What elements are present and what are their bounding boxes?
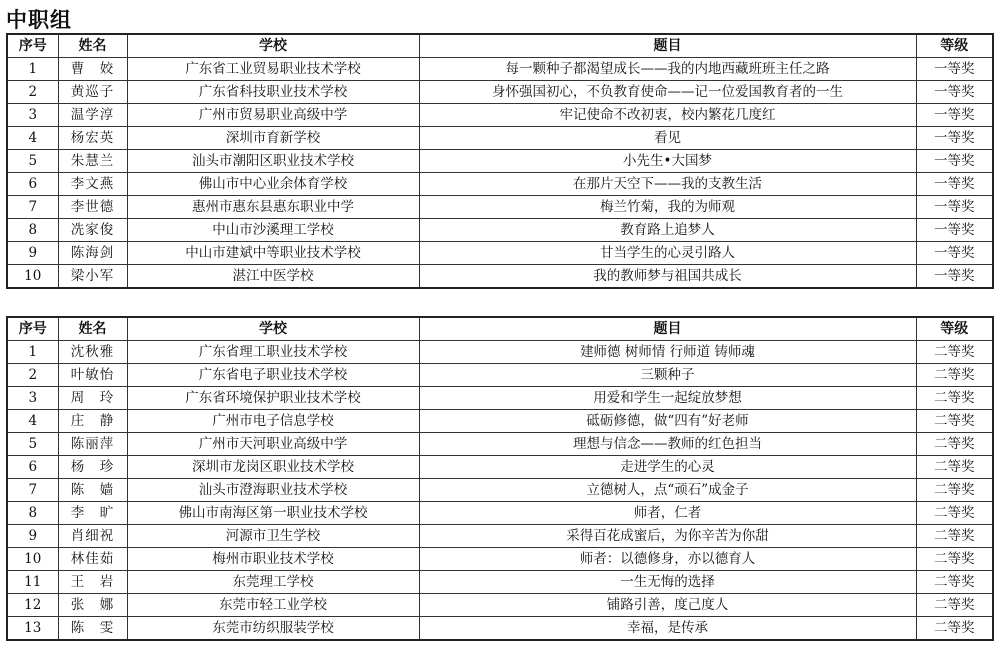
cell-name: 李 旷: [58, 502, 127, 525]
header-school: 学校: [127, 317, 419, 341]
cell-topic: 看见: [419, 127, 916, 150]
table-row: [7, 410, 993, 433]
cell-school: 佛山市中心业余体育学校: [127, 173, 419, 196]
cell-school: 中山市沙溪理工学校: [127, 219, 419, 242]
cell-school: 广州市贸易职业高级中学: [127, 104, 419, 127]
cell-topic: 铺路引善，度己度人: [419, 594, 916, 617]
cell-no: 10: [7, 265, 58, 289]
cell-school: 汕头市潮阳区职业技术学校: [127, 150, 419, 173]
cell-topic: 一生无悔的选择: [419, 571, 916, 594]
table-row: [7, 127, 993, 150]
cell-school: 广州市天河职业高级中学: [127, 433, 419, 456]
cell-level: 一等奖: [916, 150, 993, 173]
cell-level: 二等奖: [916, 525, 993, 548]
cell-name: 梁小军: [58, 265, 127, 289]
cell-topic: 教育路上追梦人: [419, 219, 916, 242]
cell-level: 一等奖: [916, 196, 993, 219]
header-topic: 题目: [419, 317, 916, 341]
cell-no: 13: [7, 617, 58, 641]
table-row: [7, 594, 993, 617]
cell-no: 10: [7, 548, 58, 571]
cell-topic: 幸福，是传承: [419, 617, 916, 641]
cell-level: 二等奖: [916, 387, 993, 410]
cell-name: 张 娜: [58, 594, 127, 617]
table-row: [7, 265, 993, 289]
cell-level: 一等奖: [916, 104, 993, 127]
cell-no: 5: [7, 150, 58, 173]
cell-level: 二等奖: [916, 594, 993, 617]
table-row: [7, 456, 993, 479]
cell-school: 深圳市育新学校: [127, 127, 419, 150]
table-row: [7, 571, 993, 594]
header-no: 序号: [7, 317, 58, 341]
cell-no: 1: [7, 58, 58, 81]
cell-no: 9: [7, 242, 58, 265]
table-row: [7, 364, 993, 387]
cell-name: 杨 珍: [58, 456, 127, 479]
header-name: 姓名: [58, 34, 127, 58]
cell-level: 二等奖: [916, 364, 993, 387]
cell-name: 沈秋雅: [58, 341, 127, 364]
cell-name: 叶敏怡: [58, 364, 127, 387]
cell-school: 广东省工业贸易职业技术学校: [127, 58, 419, 81]
cell-no: 2: [7, 364, 58, 387]
header-level: 等级: [916, 317, 993, 341]
cell-school: 中山市建斌中等职业技术学校: [127, 242, 419, 265]
header-name: 姓名: [58, 317, 127, 341]
cell-school: 梅州市职业技术学校: [127, 548, 419, 571]
cell-no: 8: [7, 502, 58, 525]
cell-school: 汕头市澄海职业技术学校: [127, 479, 419, 502]
table-row: [7, 150, 993, 173]
cell-level: 一等奖: [916, 127, 993, 150]
cell-topic: 理想与信念——教师的红色担当: [419, 433, 916, 456]
cell-level: 二等奖: [916, 617, 993, 641]
cell-topic: 三颗种子: [419, 364, 916, 387]
cell-no: 9: [7, 525, 58, 548]
table-row: [7, 617, 993, 641]
cell-no: 4: [7, 410, 58, 433]
table-row: [7, 433, 993, 456]
cell-name: 陈海剑: [58, 242, 127, 265]
cell-topic: 小先生•大国梦: [419, 150, 916, 173]
cell-name: 庄 静: [58, 410, 127, 433]
cell-name: 陈 嫱: [58, 479, 127, 502]
header-level: 等级: [916, 34, 993, 58]
cell-level: 二等奖: [916, 548, 993, 571]
table-row: [7, 548, 993, 571]
cell-name: 温学淳: [58, 104, 127, 127]
cell-no: 6: [7, 456, 58, 479]
cell-level: 二等奖: [916, 571, 993, 594]
cell-school: 广东省电子职业技术学校: [127, 364, 419, 387]
cell-topic: 梅兰竹菊，我的为师观: [419, 196, 916, 219]
table-row: [7, 502, 993, 525]
cell-school: 东莞市纺织服装学校: [127, 617, 419, 641]
cell-level: 一等奖: [916, 219, 993, 242]
cell-name: 李世德: [58, 196, 127, 219]
cell-no: 12: [7, 594, 58, 617]
cell-no: 1: [7, 341, 58, 364]
cell-school: 湛江中医学校: [127, 265, 419, 289]
table-row: [7, 196, 993, 219]
cell-topic: 甘当学生的心灵引路人: [419, 242, 916, 265]
table-row: [7, 104, 993, 127]
cell-school: 广东省科技职业技术学校: [127, 81, 419, 104]
cell-topic: 采得百花成蜜后，为你辛苦为你甜: [419, 525, 916, 548]
cell-school: 东莞市轻工业学校: [127, 594, 419, 617]
cell-no: 7: [7, 196, 58, 219]
table-header-row: [7, 317, 993, 341]
cell-name: 王 岩: [58, 571, 127, 594]
cell-no: 3: [7, 387, 58, 410]
cell-school: 广东省环境保护职业技术学校: [127, 387, 419, 410]
section-heading: 中职组: [6, 8, 72, 32]
cell-topic: 身怀强国初心，不负教育使命——记一位爱国教育者的一生: [419, 81, 916, 104]
cell-level: 一等奖: [916, 81, 993, 104]
table-row: [7, 479, 993, 502]
cell-level: 二等奖: [916, 502, 993, 525]
table-row: [7, 387, 993, 410]
table-row: [7, 81, 993, 104]
cell-no: 2: [7, 81, 58, 104]
cell-topic: 砥砺修德，做“四有”好老师: [419, 410, 916, 433]
cell-level: 一等奖: [916, 242, 993, 265]
table-row: [7, 341, 993, 364]
cell-name: 杨宏英: [58, 127, 127, 150]
cell-level: 二等奖: [916, 456, 993, 479]
cell-level: 二等奖: [916, 341, 993, 364]
cell-no: 7: [7, 479, 58, 502]
cell-name: 黄巡子: [58, 81, 127, 104]
cell-name: 曹 姣: [58, 58, 127, 81]
cell-school: 佛山市南海区第一职业技术学校: [127, 502, 419, 525]
cell-no: 3: [7, 104, 58, 127]
cell-school: 广州市电子信息学校: [127, 410, 419, 433]
table-row: [7, 173, 993, 196]
cell-level: 二等奖: [916, 433, 993, 456]
cell-no: 6: [7, 173, 58, 196]
cell-name: 陈 雯: [58, 617, 127, 641]
cell-name: 朱慧兰: [58, 150, 127, 173]
header-topic: 题目: [419, 34, 916, 58]
cell-topic: 我的教师梦与祖国共成长: [419, 265, 916, 289]
cell-topic: 建师德 树师情 行师道 铸师魂: [419, 341, 916, 364]
first-prize-table: [6, 33, 994, 289]
table-row: [7, 525, 993, 548]
cell-school: 深圳市龙岗区职业技术学校: [127, 456, 419, 479]
cell-level: 二等奖: [916, 410, 993, 433]
header-school: 学校: [127, 34, 419, 58]
cell-no: 8: [7, 219, 58, 242]
table-header-row: [7, 34, 993, 58]
table-row: [7, 242, 993, 265]
cell-name: 肖细祝: [58, 525, 127, 548]
cell-no: 11: [7, 571, 58, 594]
cell-topic: 用爱和学生一起绽放梦想: [419, 387, 916, 410]
cell-school: 广东省理工职业技术学校: [127, 341, 419, 364]
cell-name: 李文燕: [58, 173, 127, 196]
cell-level: 一等奖: [916, 265, 993, 289]
table-row: [7, 58, 993, 81]
cell-topic: 在那片天空下——我的支教生活: [419, 173, 916, 196]
cell-no: 5: [7, 433, 58, 456]
cell-topic: 师者，仁者: [419, 502, 916, 525]
cell-school: 东莞理工学校: [127, 571, 419, 594]
cell-school: 惠州市惠东县惠东职业中学: [127, 196, 419, 219]
cell-school: 河源市卫生学校: [127, 525, 419, 548]
cell-level: 一等奖: [916, 58, 993, 81]
cell-name: 林佳茹: [58, 548, 127, 571]
cell-topic: 牢记使命不改初衷，校内繁花几度红: [419, 104, 916, 127]
cell-name: 周 玲: [58, 387, 127, 410]
cell-topic: 走进学生的心灵: [419, 456, 916, 479]
table-row: [7, 219, 993, 242]
second-prize-table: [6, 316, 994, 641]
cell-level: 一等奖: [916, 173, 993, 196]
cell-name: 冼家俊: [58, 219, 127, 242]
cell-topic: 每一颗种子都渴望成长——我的内地西藏班班主任之路: [419, 58, 916, 81]
cell-no: 4: [7, 127, 58, 150]
cell-level: 二等奖: [916, 479, 993, 502]
cell-topic: 师者：以德修身，亦以德育人: [419, 548, 916, 571]
header-no: 序号: [7, 34, 58, 58]
cell-name: 陈丽萍: [58, 433, 127, 456]
cell-topic: 立德树人，点“顽石”成金子: [419, 479, 916, 502]
